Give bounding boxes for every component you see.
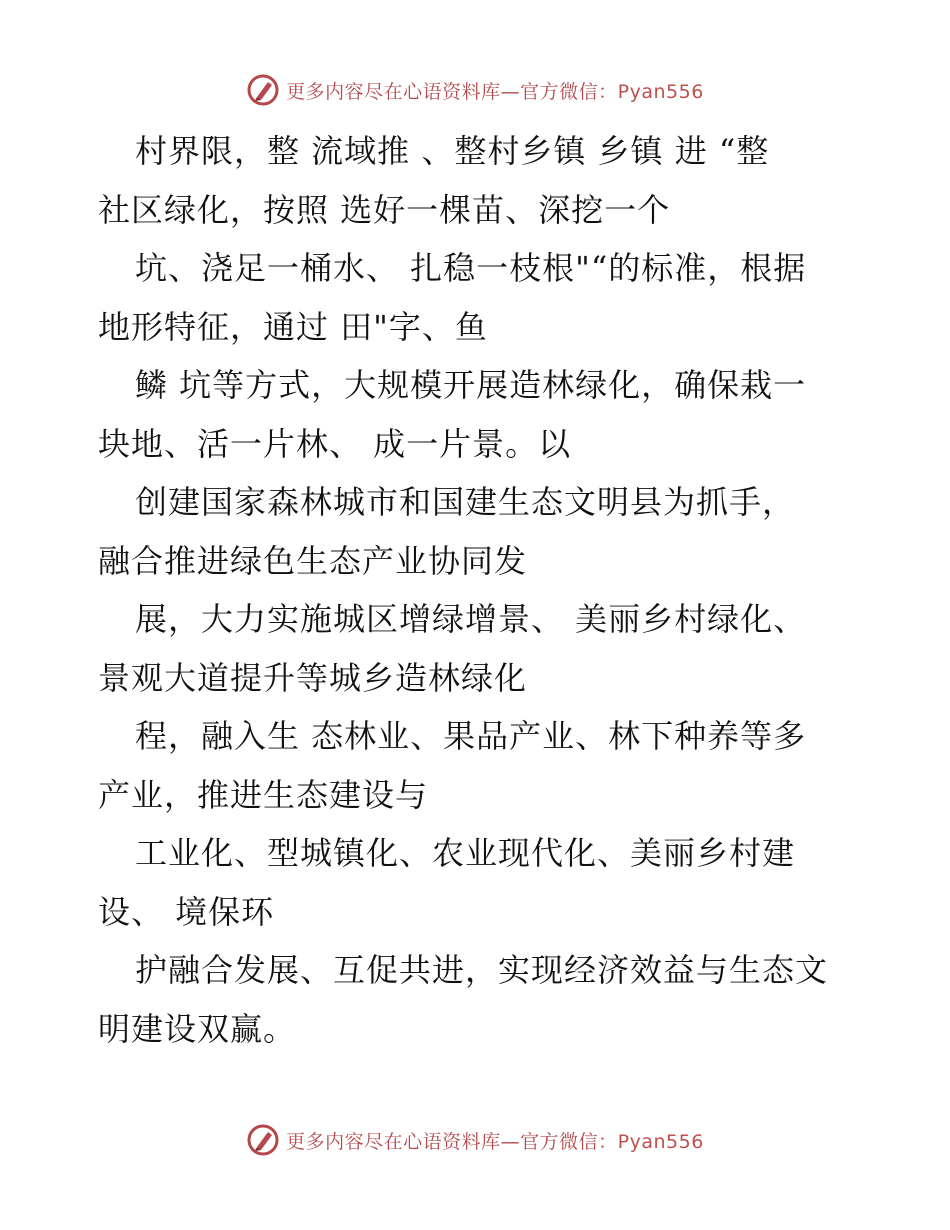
text-line: 程，融入生 态林业、果品产业、林下种养等多	[135, 717, 807, 755]
text-line: 展，大力实施城区增绿增景、 美丽乡村绿化、	[135, 600, 807, 638]
footer-watermark	[0, 1120, 950, 1160]
text-line: 产业，推进生态建设与	[98, 775, 429, 814]
document-body	[98, 122, 858, 1058]
header-watermark	[0, 70, 950, 110]
text-line: 护融合发展、互促共进，实现经济效益与生态文	[135, 951, 829, 989]
paragraph	[98, 941, 858, 1058]
text-line: 融合推进绿色生态产业协同发	[98, 541, 528, 580]
text-line: 工业化、型城镇化、农业现代化、美丽乡村建	[135, 834, 796, 872]
watermark-text: 更多内容尽在心语资料库—官方微信：Pyan556	[286, 80, 704, 103]
pen-logo-icon	[246, 73, 280, 107]
text-line: 创建国家森林城市和国建生态文明县为抓手，	[135, 483, 796, 521]
paragraph	[98, 122, 858, 239]
text-line: 明建设双赢。	[98, 1009, 297, 1048]
text-line: 村界限，整 流域推 、整村乡镇 乡镇 进 “整	[135, 132, 770, 170]
paragraph	[98, 473, 858, 590]
paragraph	[98, 707, 858, 824]
paragraph	[98, 824, 858, 941]
text-line: 块地、活一片林、 成一片景。以	[98, 424, 572, 463]
paragraph	[98, 239, 858, 356]
paragraph	[98, 356, 858, 473]
text-line: 社区绿化，按照 选好一棵苗、深挖一个	[98, 190, 671, 229]
text-line: 景观大道提升等城乡造林绿化	[98, 658, 528, 697]
text-line: 地形特征，通过 田"字、鱼	[98, 307, 488, 346]
paragraph	[98, 590, 858, 707]
text-line: 设、 境保环	[98, 892, 275, 931]
pen-logo-icon	[246, 1123, 280, 1157]
watermark-text: 更多内容尽在心语资料库—官方微信：Pyan556	[286, 1130, 704, 1153]
text-line: 坑、浇足一桶水、 扎稳一枝根"“的标准，根据	[135, 249, 807, 287]
text-line: 鳞 坑等方式，大规模开展造林绿化，确保栽一	[135, 366, 807, 404]
